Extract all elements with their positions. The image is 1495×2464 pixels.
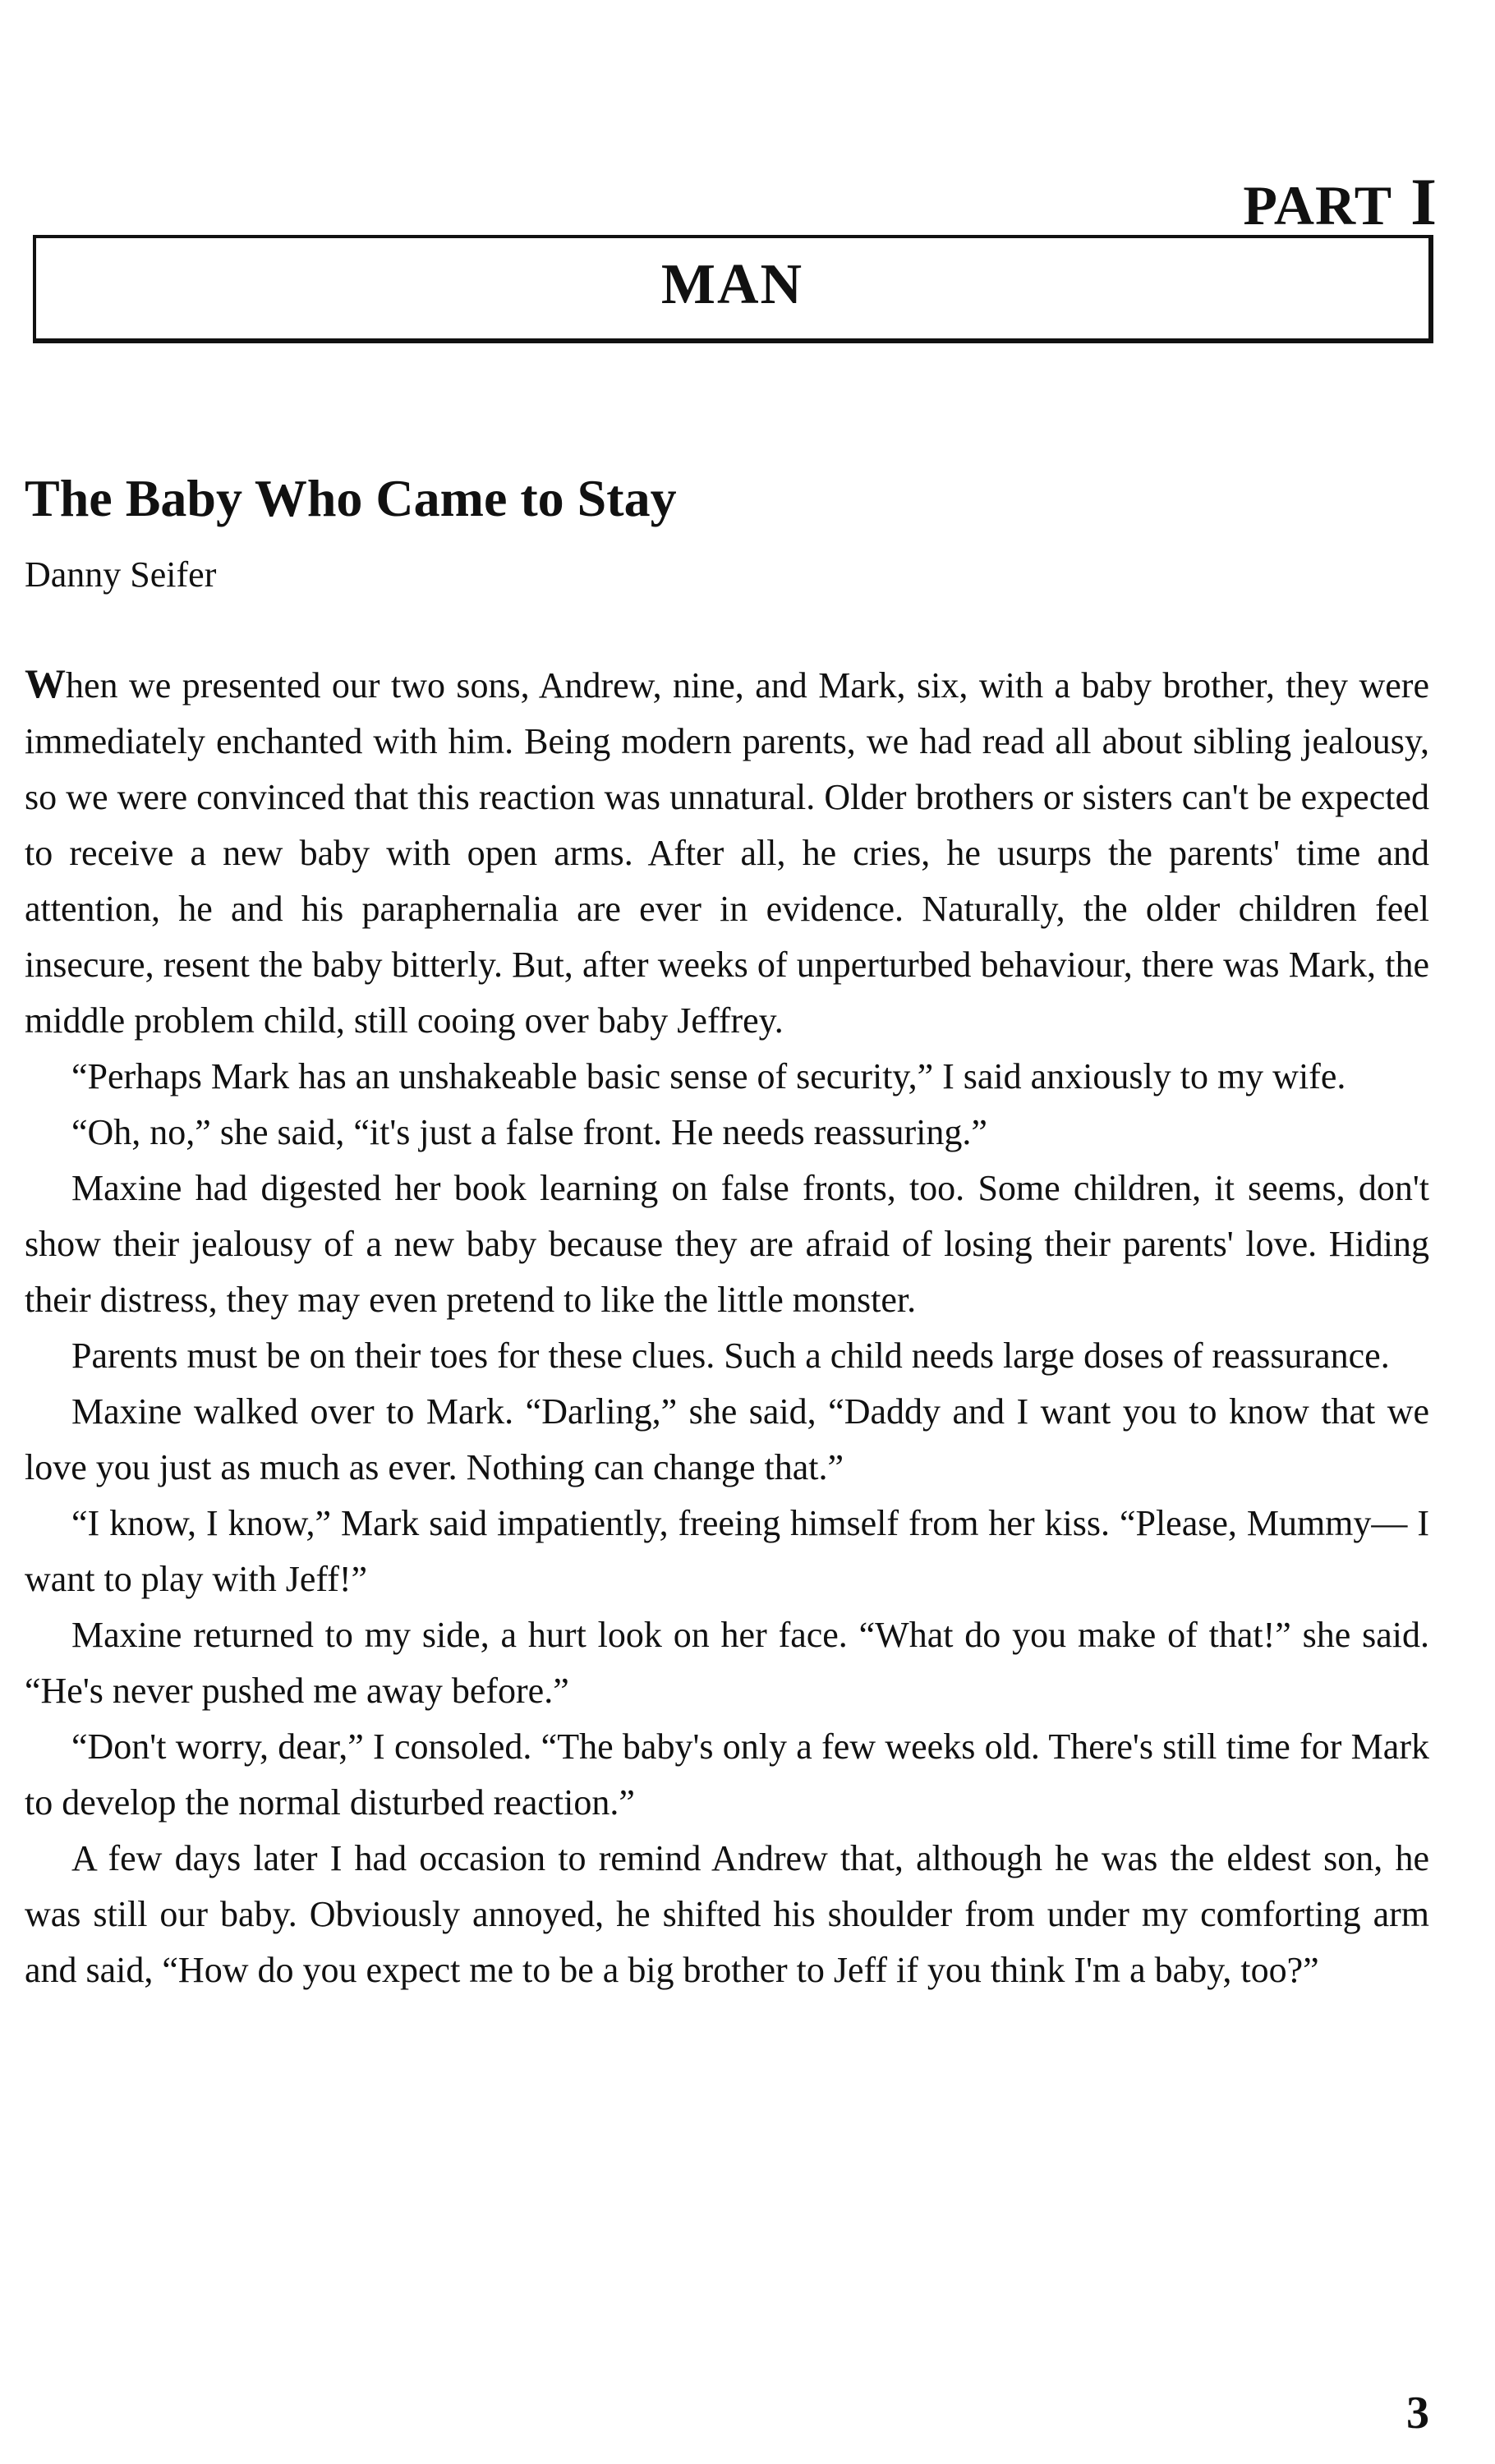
part-title: MAN (660, 253, 804, 316)
paragraph-7: “I know, I know,” Mark said impatiently, freeing himself from her kiss. “Please, Mummy— I want to play with Jeff!” (25, 1503, 1429, 1599)
paragraph-1 (25, 655, 1429, 1049)
story-title: The Baby Who Came to Stay (25, 469, 677, 527)
part-title-box (33, 235, 1433, 343)
paragraph-6: Maxine walked over to Mark. “Darling,” she said, “Daddy and I want you to know that we love you just as much as ever. Nothing can change that.” (25, 1391, 1429, 1487)
paragraph-4: Maxine had digested her book learning on false fronts, too. Some children, it seems, don't show their jealousy of a new baby because they are afraid of losing their parents' love. Hiding their distress, they may even pretend to like the little monster. (25, 1168, 1429, 1320)
page-number: 3 (1406, 2388, 1429, 2439)
paragraph-5: Parents must be on their toes for these clues. Such a child needs large doses of reassurance. (71, 1335, 1390, 1376)
part-label-text: PART (1243, 174, 1393, 237)
paragraph-3: “Oh, no,” she said, “it's just a false front. He needs reassuring.” (71, 1112, 987, 1152)
initial-letter: W (25, 660, 66, 706)
paragraph-9: “Don't worry, dear,” I consoled. “The baby's only a few weeks old. There's still time for Mark to develop the normal disturbed reaction.” (25, 1726, 1429, 1823)
story-body (25, 655, 1429, 1998)
part-number: I (1410, 164, 1438, 239)
paragraph-1-text: hen we presented our two sons, Andrew, nine, and Mark, six, with a baby brother, they were immediately enchanted with him. Being modern parents, we had read all about sibling jealousy, so we were convinced that this reaction was unnatural. Older brothers or sisters can't be expected to receive a new baby with open arms. After all, he cries, he usurps the parents' time and attention, he and his paraphernalia are ever in evidence. Naturally, the older children feel insecure, resent the baby bitterly. But, after weeks of unperturbed behaviour, there was Mark, the middle problem child, still cooing over baby Jeffrey. (25, 665, 1429, 1041)
story-author: Danny Seifer (25, 554, 217, 595)
paragraph-8: Maxine returned to my side, a hurt look on her face. “What do you make of that!” she said. “He's never pushed me away before.” (25, 1615, 1429, 1711)
paragraph-10: A few days later I had occasion to remind Andrew that, although he was the eldest son, he was still our baby. Obviously annoyed, he shifted his shoulder from under my comforting arm and said, “How do you expect me to be a big brother to Jeff if you think I'm a baby, too?” (25, 1838, 1429, 1990)
part-label (1243, 164, 1438, 239)
paragraph-2: “Perhaps Mark has an unshakeable basic sense of security,” I said anxiously to my wife. (71, 1056, 1346, 1096)
